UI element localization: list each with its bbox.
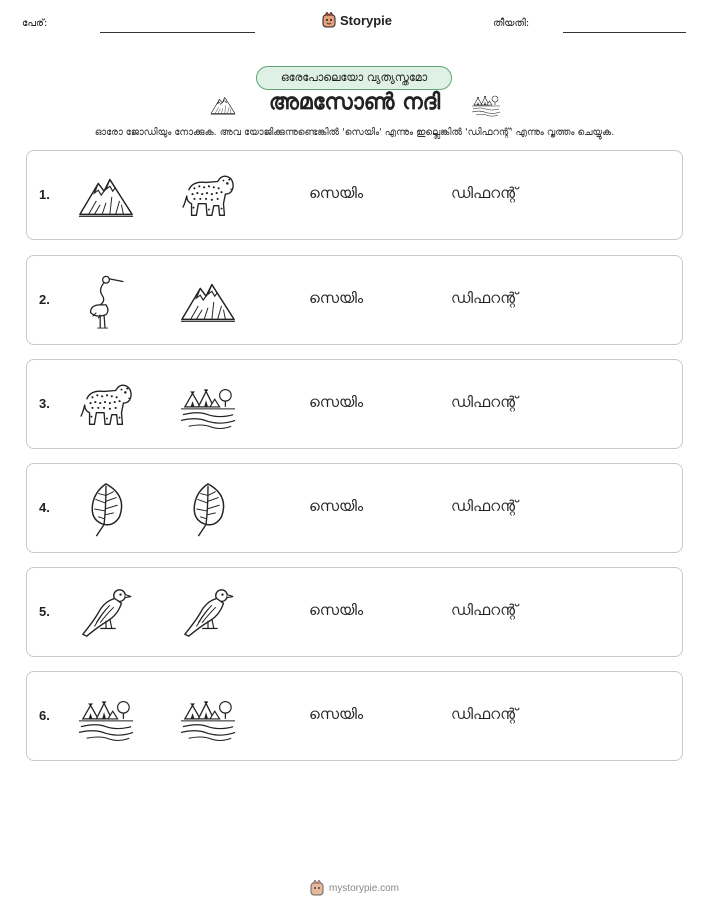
question-row: [26, 463, 683, 553]
question-number: 3.: [39, 396, 50, 411]
footer-url: mystorypie.com: [328, 882, 399, 894]
brand-logo: [322, 12, 392, 28]
left-picture: [77, 584, 135, 642]
different-option[interactable]: ഡിഫറന്റ്: [451, 705, 518, 723]
question-number: 2.: [39, 292, 50, 307]
question-row: [26, 150, 683, 240]
village-icon: [469, 90, 503, 118]
mountain-icon: [179, 272, 237, 330]
same-option[interactable]: സെയിം: [309, 289, 364, 307]
date-line[interactable]: [563, 32, 686, 33]
same-option[interactable]: സെയിം: [309, 601, 364, 619]
bird-icon: [179, 584, 237, 642]
leaf-icon: [77, 480, 135, 538]
different-option[interactable]: ഡിഫറന്റ്: [451, 601, 518, 619]
right-picture: [179, 272, 237, 330]
question-row: [26, 671, 683, 761]
same-option[interactable]: സെയിം: [309, 705, 364, 723]
question-number: 1.: [39, 187, 50, 202]
different-option[interactable]: ഡിഫറന്റ്: [451, 393, 518, 411]
right-picture: [179, 584, 237, 642]
name-line[interactable]: [100, 32, 255, 33]
heron-icon: [77, 272, 135, 330]
same-option[interactable]: സെയിം: [309, 497, 364, 515]
same-option[interactable]: സെയിം: [309, 184, 364, 202]
footer: [0, 880, 709, 896]
question-number: 5.: [39, 604, 50, 619]
different-option[interactable]: ഡിഫറന്റ്: [451, 184, 518, 202]
different-option[interactable]: ഡിഫറന്റ്: [451, 497, 518, 515]
title-row: [0, 88, 709, 124]
village-icon: [77, 688, 135, 746]
worksheet-type-badge: ഒരേപോലെയോ വ്യത്യസ്തമോ: [256, 66, 452, 90]
right-picture: [179, 376, 237, 434]
left-picture: [77, 376, 135, 434]
left-picture: [77, 272, 135, 330]
date-label: തീയതി:: [493, 18, 530, 29]
right-picture: [179, 480, 237, 538]
right-picture: [179, 688, 237, 746]
village-icon: [179, 688, 237, 746]
jaguar-icon: [77, 376, 135, 434]
different-option[interactable]: ഡിഫറന്റ്: [451, 289, 518, 307]
mountain-icon: [77, 167, 135, 225]
page-title: അമസോൺ നദി: [268, 90, 441, 115]
left-picture: [77, 688, 135, 746]
bird-icon: [77, 584, 135, 642]
question-row: [26, 359, 683, 449]
jaguar-icon: [179, 167, 237, 225]
question-row: [26, 255, 683, 345]
question-number: 4.: [39, 500, 50, 515]
left-picture: [77, 480, 135, 538]
left-picture: [77, 167, 135, 225]
right-picture: [179, 167, 237, 225]
worksheet-header: [0, 0, 709, 50]
leaf-icon: [179, 480, 237, 538]
storypie-logo-icon: [322, 12, 336, 28]
brand-name: Storypie: [340, 12, 393, 28]
storypie-logo-icon: [310, 880, 324, 896]
question-row: [26, 567, 683, 657]
question-number: 6.: [39, 708, 50, 723]
same-option[interactable]: സെയിം: [309, 393, 364, 411]
name-label: പേര്:: [22, 18, 48, 29]
instructions: ഓരോ ജോഡിയും നോക്കുക. അവ യോജിക്കുന്നുണ്ടെങ്കിൽ 'സെയിം' എന്നും ഇല്ലെങ്കിൽ 'ഡിഫറന്റ്' എന്നും വൃത്തം ചെയ്യുക.: [94, 127, 615, 138]
village-icon: [179, 376, 237, 434]
